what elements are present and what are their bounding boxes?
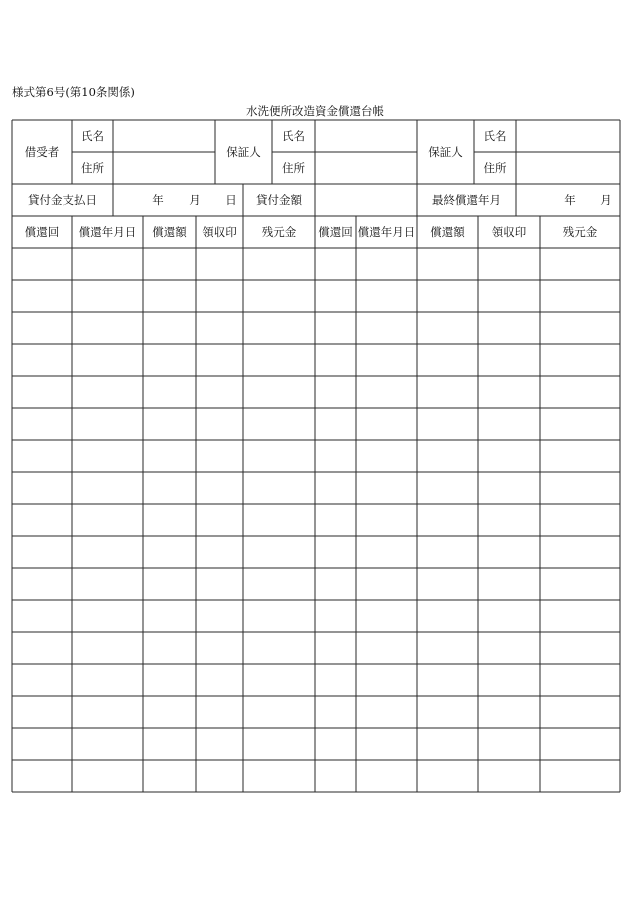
ledger-cell-repayment-amount-row-12-left[interactable] [143, 600, 196, 632]
ledger-cell-repayment-amount-row-12-right[interactable] [417, 600, 478, 632]
ledger-cell-repayment-no-row-9-left[interactable] [12, 504, 72, 536]
guarantor-2-name-field[interactable] [516, 120, 620, 152]
ledger-header-remaining-principal-right: 残元金 [562, 225, 598, 239]
ledger-cell-receipt-seal-row-14-left[interactable] [196, 664, 243, 696]
ledger-cell-repayment-amount-row-10-right[interactable] [417, 536, 478, 568]
ledger-cell-receipt-seal-row-16-right[interactable] [478, 728, 540, 760]
ledger-cell-remaining-principal-row-8-left[interactable] [243, 472, 315, 504]
ledger-cell-repayment-no-row-14-left[interactable] [12, 664, 72, 696]
final-month-unit: 月 [600, 193, 612, 207]
ledger-cell-repayment-amount-row-6-left[interactable] [143, 408, 196, 440]
ledger-header-repayment-no-left: 償還回 [24, 225, 60, 239]
ledger-cell-remaining-principal-row-10-left[interactable] [243, 536, 315, 568]
ledger-cell-repayment-amount-row-4-right[interactable] [417, 344, 478, 376]
ledger-cell-repayment-date-row-10-right[interactable] [356, 536, 417, 568]
ledger-cell-repayment-date-row-11-right[interactable] [356, 568, 417, 600]
ledger-cell-receipt-seal-row-7-right[interactable] [478, 440, 540, 472]
disbursement-month-unit: 月 [189, 193, 201, 207]
ledger-cell-repayment-no-row-2-left[interactable] [12, 280, 72, 312]
ledger-cell-repayment-date-row-1-right[interactable] [356, 248, 417, 280]
ledger-cell-repayment-no-row-6-left[interactable] [12, 408, 72, 440]
loan-amount-field[interactable] [315, 184, 417, 216]
ledger-cell-repayment-amount-row-1-right[interactable] [417, 248, 478, 280]
ledger-cell-repayment-amount-row-16-left[interactable] [143, 728, 196, 760]
ledger-cell-repayment-no-row-15-right[interactable] [315, 696, 356, 728]
ledger-cell-remaining-principal-row-9-left[interactable] [243, 504, 315, 536]
ledger-cell-remaining-principal-row-11-right[interactable] [540, 568, 620, 600]
ledger-cell-remaining-principal-row-1-left[interactable] [243, 248, 315, 280]
ledger-cell-repayment-no-row-8-right[interactable] [315, 472, 356, 504]
ledger-cell-repayment-date-row-3-right[interactable] [356, 312, 417, 344]
ledger-cell-receipt-seal-row-4-right[interactable] [478, 344, 540, 376]
ledger-cell-repayment-no-row-14-right[interactable] [315, 664, 356, 696]
ledger-cell-repayment-no-row-1-left[interactable] [12, 248, 72, 280]
ledger-cell-repayment-amount-row-13-left[interactable] [143, 632, 196, 664]
ledger-header-receipt-seal-right: 領収印 [491, 225, 527, 239]
borrower-name-field[interactable] [113, 120, 215, 152]
ledger-cell-receipt-seal-row-9-right[interactable] [478, 504, 540, 536]
guarantor-2-name-field-area[interactable] [516, 120, 620, 152]
ledger-cell-repayment-amount-row-17-right[interactable] [417, 760, 478, 792]
ledger-cell-receipt-seal-row-14-right[interactable] [478, 664, 540, 696]
ledger-cell-repayment-no-row-9-right[interactable] [315, 504, 356, 536]
guarantor-1-name-label: 氏名 [282, 129, 305, 143]
ledger-cell-repayment-amount-row-15-right[interactable] [417, 696, 478, 728]
ledger-cell-remaining-principal-row-10-right[interactable] [540, 536, 620, 568]
ledger-cell-repayment-no-row-6-right[interactable] [315, 408, 356, 440]
ledger-cell-repayment-date-row-14-right[interactable] [356, 664, 417, 696]
ledger-cell-receipt-seal-row-16-left[interactable] [196, 728, 243, 760]
ledger-cell-repayment-no-row-4-left[interactable] [12, 344, 72, 376]
ledger-cell-repayment-no-row-1-right[interactable] [315, 248, 356, 280]
ledger-cell-repayment-date-row-12-right[interactable] [356, 600, 417, 632]
ledger-cell-remaining-principal-row-12-left[interactable] [243, 600, 315, 632]
ledger-cell-repayment-amount-row-7-right[interactable] [417, 440, 478, 472]
borrower-address-label: 住所 [81, 161, 104, 175]
ledger-cell-remaining-principal-row-5-left[interactable] [243, 376, 315, 408]
ledger-cell-repayment-amount-row-9-left[interactable] [143, 504, 196, 536]
ledger-cell-repayment-date-row-4-left[interactable] [72, 344, 143, 376]
ledger-cell-repayment-amount-row-15-left[interactable] [143, 696, 196, 728]
ledger-header-receipt-seal-left: 領収印 [202, 225, 237, 239]
ledger-cell-remaining-principal-row-13-left[interactable] [243, 632, 315, 664]
ledger-cell-repayment-no-row-17-left[interactable] [12, 760, 72, 792]
ledger-cell-repayment-date-row-5-left[interactable] [72, 376, 143, 408]
ledger-cell-remaining-principal-row-12-right[interactable] [540, 600, 620, 632]
ledger-cell-receipt-seal-row-5-right[interactable] [478, 376, 540, 408]
ledger-cell-repayment-no-row-16-right[interactable] [315, 728, 356, 760]
ledger-cell-remaining-principal-row-15-right[interactable] [540, 696, 620, 728]
ledger-cell-remaining-principal-row-6-right[interactable] [540, 408, 620, 440]
ledger-cell-repayment-no-row-10-right[interactable] [315, 536, 356, 568]
borrower-label: 借受者 [24, 145, 60, 159]
guarantor-1-address-field[interactable] [315, 152, 417, 184]
ledger-cell-repayment-no-row-3-left[interactable] [12, 312, 72, 344]
ledger-cell-remaining-principal-row-7-right[interactable] [540, 440, 620, 472]
ledger-cell-repayment-amount-row-14-left[interactable] [143, 664, 196, 696]
ledger-cell-remaining-principal-row-15-left[interactable] [243, 696, 315, 728]
ledger-cell-receipt-seal-row-12-left[interactable] [196, 600, 243, 632]
loan-amount-label: 貸付金額 [256, 193, 302, 207]
ledger-cell-remaining-principal-row-16-left[interactable] [243, 728, 315, 760]
ledger-cell-repayment-date-row-12-left[interactable] [72, 600, 143, 632]
ledger-cell-repayment-amount-row-2-right[interactable] [417, 280, 478, 312]
ledger-cell-receipt-seal-row-13-left[interactable] [196, 632, 243, 664]
borrower-name-label: 氏名 [81, 129, 104, 143]
ledger-cell-repayment-date-row-9-left[interactable] [72, 504, 143, 536]
ledger-cell-repayment-no-row-17-right[interactable] [315, 760, 356, 792]
ledger-cell-repayment-amount-row-9-right[interactable] [417, 504, 478, 536]
ledger-cell-repayment-date-row-13-left[interactable] [72, 632, 143, 664]
ledger-cell-repayment-amount-row-3-right[interactable] [417, 312, 478, 344]
ledger-cell-receipt-seal-row-9-left[interactable] [196, 504, 243, 536]
ledger-header-remaining-principal-left: 残元金 [261, 225, 297, 239]
ledger-cell-receipt-seal-row-3-left[interactable] [196, 312, 243, 344]
final-year-unit: 年 [564, 193, 576, 207]
ledger-cell-repayment-date-row-1-left[interactable] [72, 248, 143, 280]
ledger-cell-repayment-amount-row-3-left[interactable] [143, 312, 196, 344]
ledger-cell-repayment-date-row-15-left[interactable] [72, 696, 143, 728]
ledger-cell-remaining-principal-row-16-right[interactable] [540, 728, 620, 760]
ledger-cell-repayment-amount-row-2-left[interactable] [143, 280, 196, 312]
ledger-cell-repayment-date-row-5-right[interactable] [356, 376, 417, 408]
guarantor-2-address-field[interactable] [516, 152, 620, 184]
ledger-cell-receipt-seal-row-1-left[interactable] [196, 248, 243, 280]
ledger-cell-receipt-seal-row-10-left[interactable] [196, 536, 243, 568]
ledger-cell-repayment-amount-row-11-right[interactable] [417, 568, 478, 600]
ledger-cell-repayment-no-row-15-left[interactable] [12, 696, 72, 728]
ledger-cell-repayment-no-row-13-left[interactable] [12, 632, 72, 664]
ledger-cell-repayment-date-row-7-right[interactable] [356, 440, 417, 472]
ledger-cell-repayment-no-row-12-left[interactable] [12, 600, 72, 632]
ledger-cell-repayment-no-row-13-right[interactable] [315, 632, 356, 664]
ledger-cell-repayment-no-row-7-right[interactable] [315, 440, 356, 472]
ledger-cell-repayment-no-row-11-left[interactable] [12, 568, 72, 600]
ledger-cell-repayment-date-row-3-left[interactable] [72, 312, 143, 344]
ledger-cell-repayment-date-row-4-right[interactable] [356, 344, 417, 376]
disbursement-date-label: 貸付金支払日 [28, 193, 97, 207]
guarantor-2-name-label: 氏名 [483, 129, 507, 143]
ledger-cell-receipt-seal-row-17-right[interactable] [478, 760, 540, 792]
ledger-cell-repayment-amount-row-14-right[interactable] [417, 664, 478, 696]
disbursement-date-field-area[interactable] [113, 184, 243, 216]
ledger-cell-receipt-seal-row-5-left[interactable] [196, 376, 243, 408]
ledger-cell-repayment-no-row-10-left[interactable] [12, 536, 72, 568]
form-number: 様式第6号(第10条関係) [12, 85, 135, 99]
ledger-cell-remaining-principal-row-6-left[interactable] [243, 408, 315, 440]
document-title: 水洗便所改造資金償還台帳 [246, 104, 384, 118]
ledger-cell-repayment-date-row-2-left[interactable] [72, 280, 143, 312]
ledger-cell-repayment-date-row-17-left[interactable] [72, 760, 143, 792]
ledger-cell-receipt-seal-row-1-right[interactable] [478, 248, 540, 280]
ledger-cell-repayment-amount-row-5-left[interactable] [143, 376, 196, 408]
ledger-header-repayment-amount-left: 償還額 [152, 225, 187, 239]
ledger-cell-receipt-seal-row-2-right[interactable] [478, 280, 540, 312]
guarantor-1-name-field-area[interactable] [315, 120, 417, 152]
disbursement-year-unit: 年 [152, 193, 164, 207]
ledger-cell-receipt-seal-row-12-right[interactable] [478, 600, 540, 632]
ledger-cell-remaining-principal-row-5-right[interactable] [540, 376, 620, 408]
borrower-address-field-area[interactable] [113, 152, 215, 184]
ledger-cell-repayment-date-row-16-right[interactable] [356, 728, 417, 760]
ledger-cell-repayment-amount-row-10-left[interactable] [143, 536, 196, 568]
ledger-cell-receipt-seal-row-11-right[interactable] [478, 568, 540, 600]
ledger-cell-repayment-amount-row-13-right[interactable] [417, 632, 478, 664]
ledger-cell-receipt-seal-row-6-left[interactable] [196, 408, 243, 440]
ledger-cell-repayment-amount-row-6-right[interactable] [417, 408, 478, 440]
ledger-cell-repayment-amount-row-11-left[interactable] [143, 568, 196, 600]
disbursement-date-field[interactable] [113, 184, 243, 216]
ledger-cell-receipt-seal-row-6-right[interactable] [478, 408, 540, 440]
ledger-cell-repayment-date-row-6-right[interactable] [356, 408, 417, 440]
ledger-header-repayment-date-left: 償還年月日 [78, 225, 137, 239]
ledger-cell-repayment-amount-row-4-left[interactable] [143, 344, 196, 376]
ledger-cell-repayment-no-row-8-left[interactable] [12, 472, 72, 504]
ledger-cell-receipt-seal-row-2-left[interactable] [196, 280, 243, 312]
ledger-cell-repayment-amount-row-7-left[interactable] [143, 440, 196, 472]
final-repayment-label: 最終償還年月 [432, 193, 501, 207]
ledger-cell-repayment-amount-row-8-right[interactable] [417, 472, 478, 504]
guarantor-1-address-label: 住所 [282, 161, 305, 175]
ledger-cell-repayment-date-row-17-right[interactable] [356, 760, 417, 792]
ledger-cell-repayment-no-row-7-left[interactable] [12, 440, 72, 472]
ledger-cell-repayment-date-row-16-left[interactable] [72, 728, 143, 760]
ledger-cell-repayment-date-row-6-left[interactable] [72, 408, 143, 440]
ledger-cell-repayment-no-row-4-right[interactable] [315, 344, 356, 376]
guarantor-1-name-field[interactable] [315, 120, 417, 152]
ledger-cell-repayment-no-row-5-left[interactable] [12, 376, 72, 408]
loan-amount-field-area[interactable] [315, 184, 417, 216]
ledger-cell-receipt-seal-row-3-right[interactable] [478, 312, 540, 344]
disbursement-day-unit: 日 [225, 193, 237, 207]
borrower-address-field[interactable] [113, 152, 215, 184]
ledger-cell-remaining-principal-row-8-right[interactable] [540, 472, 620, 504]
ledger-cell-remaining-principal-row-4-left[interactable] [243, 344, 315, 376]
ledger-cell-remaining-principal-row-2-left[interactable] [243, 280, 315, 312]
ledger-cell-remaining-principal-row-9-right[interactable] [540, 504, 620, 536]
ledger-header-repayment-amount-right: 償還額 [430, 225, 465, 239]
guarantor-2-address-field-area[interactable] [516, 152, 620, 184]
ledger-cell-receipt-seal-row-15-right[interactable] [478, 696, 540, 728]
ledger-cell-repayment-amount-row-1-left[interactable] [143, 248, 196, 280]
ledger-cell-repayment-date-row-8-right[interactable] [356, 472, 417, 504]
ledger-cell-remaining-principal-row-17-right[interactable] [540, 760, 620, 792]
ledger-cell-repayment-date-row-13-right[interactable] [356, 632, 417, 664]
ledger-cell-repayment-amount-row-16-right[interactable] [417, 728, 478, 760]
ledger-cell-receipt-seal-row-17-left[interactable] [196, 760, 243, 792]
ledger-cell-repayment-no-row-2-right[interactable] [315, 280, 356, 312]
ledger-cell-repayment-amount-row-8-left[interactable] [143, 472, 196, 504]
borrower-name-field-area[interactable] [113, 120, 215, 152]
ledger-cell-remaining-principal-row-13-right[interactable] [540, 632, 620, 664]
ledger-cell-repayment-date-row-11-left[interactable] [72, 568, 143, 600]
ledger-cell-repayment-date-row-7-left[interactable] [72, 440, 143, 472]
ledger-cell-repayment-date-row-2-right[interactable] [356, 280, 417, 312]
guarantor-1-label: 保証人 [226, 145, 261, 159]
guarantor-2-address-label: 住所 [483, 161, 507, 175]
ledger-cell-repayment-date-row-8-left[interactable] [72, 472, 143, 504]
ledger-cell-repayment-date-row-14-left[interactable] [72, 664, 143, 696]
ledger-cell-repayment-date-row-10-left[interactable] [72, 536, 143, 568]
guarantor-2-label: 保証人 [428, 145, 463, 159]
ledger-cell-remaining-principal-row-17-left[interactable] [243, 760, 315, 792]
ledger-cell-remaining-principal-row-7-left[interactable] [243, 440, 315, 472]
ledger-cell-repayment-no-row-5-right[interactable] [315, 376, 356, 408]
ledger-cell-remaining-principal-row-11-left[interactable] [243, 568, 315, 600]
ledger-cell-receipt-seal-row-8-right[interactable] [478, 472, 540, 504]
form-fields [12, 120, 620, 792]
ledger-cell-receipt-seal-row-8-left[interactable] [196, 472, 243, 504]
ledger-header-repayment-date-right: 償還年月日 [357, 225, 416, 239]
ledger-cell-repayment-date-row-9-right[interactable] [356, 504, 417, 536]
ledger-cell-receipt-seal-row-15-left[interactable] [196, 696, 243, 728]
ledger-cell-repayment-no-row-3-right[interactable] [315, 312, 356, 344]
ledger-cell-remaining-principal-row-3-left[interactable] [243, 312, 315, 344]
guarantor-1-address-field-area[interactable] [315, 152, 417, 184]
ledger-cell-remaining-principal-row-14-right[interactable] [540, 664, 620, 696]
ledger-cell-repayment-date-row-15-right[interactable] [356, 696, 417, 728]
ledger-cell-remaining-principal-row-3-right[interactable] [540, 312, 620, 344]
ledger-cell-repayment-amount-row-5-right[interactable] [417, 376, 478, 408]
ledger-cell-repayment-amount-row-17-left[interactable] [143, 760, 196, 792]
ledger-cell-receipt-seal-row-11-left[interactable] [196, 568, 243, 600]
ledger-cell-receipt-seal-row-7-left[interactable] [196, 440, 243, 472]
ledger-cell-remaining-principal-row-14-left[interactable] [243, 664, 315, 696]
ledger-cell-repayment-no-row-11-right[interactable] [315, 568, 356, 600]
ledger-cell-repayment-no-row-16-left[interactable] [12, 728, 72, 760]
ledger-cell-receipt-seal-row-13-right[interactable] [478, 632, 540, 664]
ledger-cell-repayment-no-row-12-right[interactable] [315, 600, 356, 632]
ledger-header-repayment-no-right: 償還回 [318, 225, 353, 239]
ledger-cell-receipt-seal-row-4-left[interactable] [196, 344, 243, 376]
ledger-cell-remaining-principal-row-4-right[interactable] [540, 344, 620, 376]
ledger-cell-remaining-principal-row-1-right[interactable] [540, 248, 620, 280]
ledger-cell-receipt-seal-row-10-right[interactable] [478, 536, 540, 568]
ledger-cell-remaining-principal-row-2-right[interactable] [540, 280, 620, 312]
